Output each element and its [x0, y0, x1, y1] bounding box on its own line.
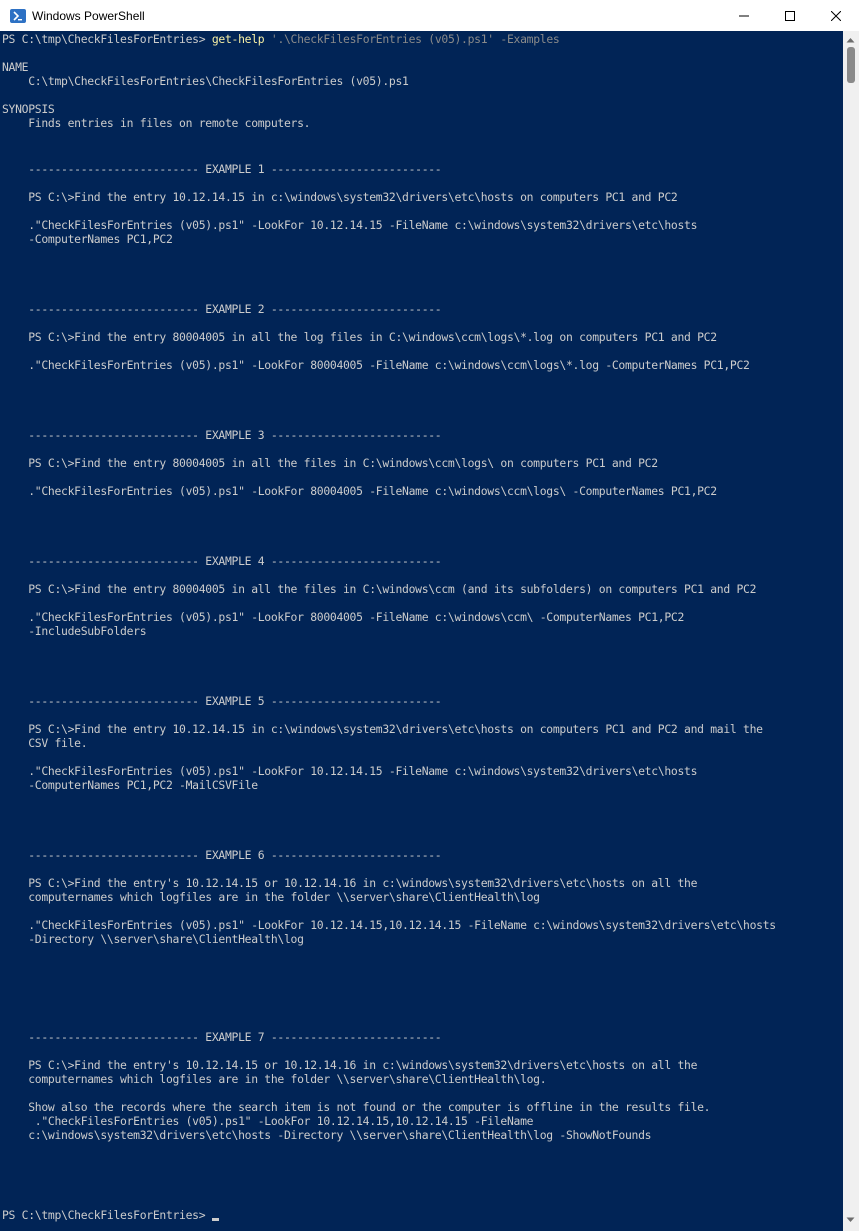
name-header: NAME: [2, 60, 29, 74]
output-line: ."CheckFilesForEntries (v05).ps1" -LookFor 80004005 -FileName c:\windows\ccm\logs\ -ComputerNames PC1,PC2: [2, 484, 717, 498]
output-line: CSV file.: [2, 736, 88, 750]
synopsis-value: Finds entries in files on remote computers.: [2, 116, 311, 130]
output-line: ."CheckFilesForEntries (v05).ps1" -LookFor 80004005 -FileName c:\windows\ccm\logs\*.log -ComputerNames PC1,PC2: [2, 358, 750, 372]
name-value: C:\tmp\CheckFilesForEntries\CheckFilesForEntries (v05).ps1: [2, 74, 409, 88]
output-line: PS C:\>Find the entry 10.12.14.15 in c:\windows\system32\drivers\etc\hosts on computers PC1 and PC2: [2, 190, 678, 204]
output-line: c:\windows\system32\drivers\etc\hosts -Directory \\server\share\ClientHealth\log -ShowNotFounds: [2, 1128, 652, 1142]
console-output[interactable]: [0, 31, 843, 1231]
output-line: PS C:\>Find the entry 10.12.14.15 in c:\windows\system32\drivers\etc\hosts on computers PC1 and PC2 and mail the: [2, 722, 763, 736]
output-line: -------------------------- EXAMPLE 1 --------------------------: [2, 162, 442, 176]
scroll-down-icon[interactable]: [846, 1217, 855, 1223]
output-line: -ComputerNames PC1,PC2: [2, 232, 173, 246]
final-prompt: PS C:\tmp\CheckFilesForEntries>: [2, 1208, 212, 1222]
prompt-path: PS C:\tmp\CheckFilesForEntries>: [2, 32, 212, 46]
output-line: -------------------------- EXAMPLE 7 --------------------------: [2, 1030, 442, 1044]
output-line: -------------------------- EXAMPLE 2 --------------------------: [2, 302, 442, 316]
command-line: [2, 32, 559, 46]
output-line: ."CheckFilesForEntries (v05).ps1" -LookFor 10.12.14.15 -FileName c:\windows\system32\drivers\etc\hosts: [2, 764, 698, 778]
output-line: PS C:\>Find the entry 80004005 in all the files in C:\windows\ccm\logs\ on computers PC1 and PC2: [2, 456, 658, 470]
output-line: -Directory \\server\share\ClientHealth\log: [2, 932, 304, 946]
text-cursor: [212, 1218, 219, 1221]
scroll-up-icon[interactable]: [846, 37, 855, 43]
scroll-thumb[interactable]: [847, 47, 855, 83]
title-bar[interactable]: [0, 0, 859, 31]
output-line: ."CheckFilesForEntries (v05).ps1" -LookFor 10.12.14.15 -FileName c:\windows\system32\drivers\etc\hosts: [2, 218, 698, 232]
output-line: PS C:\>Find the entry 80004005 in all the files in C:\windows\ccm (and its subfolders) on computers PC1 and PC2: [2, 582, 757, 596]
final-prompt-line[interactable]: [2, 1208, 219, 1222]
output-line: ."CheckFilesForEntries (v05).ps1" -LookFor 10.12.14.15,10.12.14.15 -FileName c:\windows\system32\drivers\etc\hosts: [2, 918, 776, 932]
output-line: computernames which logfiles are in the folder \\server\share\ClientHealth\log: [2, 890, 540, 904]
output-line: ."CheckFilesForEntries (v05).ps1" -LookFor 10.12.14.15,10.12.14.15 -FileName: [2, 1114, 534, 1128]
output-line: PS C:\>Find the entry 80004005 in all the log files in C:\windows\ccm\logs\*.log on computers PC1 and PC2: [2, 330, 717, 344]
maximize-button[interactable]: [767, 0, 813, 31]
output-line: computernames which logfiles are in the folder \\server\share\ClientHealth\log.: [2, 1072, 547, 1086]
output-line: -------------------------- EXAMPLE 5 --------------------------: [2, 694, 442, 708]
minimize-button[interactable]: [721, 0, 767, 31]
vertical-scrollbar[interactable]: [843, 31, 859, 1231]
powershell-icon: [10, 9, 26, 23]
output-line: Show also the records where the search item is not found or the computer is offline in the results file.: [2, 1100, 711, 1114]
output-line: PS C:\>Find the entry's 10.12.14.15 or 10.12.14.16 in c:\windows\system32\drivers\etc\hosts on all the: [2, 1058, 698, 1072]
command-argument: '.\CheckFilesForEntries (v05).ps1': [264, 32, 494, 46]
output-line: -ComputerNames PC1,PC2 -MailCSVFile: [2, 778, 258, 792]
output-line: ."CheckFilesForEntries (v05).ps1" -LookFor 80004005 -FileName c:\windows\ccm\ -ComputerNames PC1,PC2: [2, 610, 685, 624]
command-name: get-help: [211, 32, 265, 46]
output-line: -IncludeSubFolders: [2, 624, 147, 638]
command-parameter: -Examples: [493, 32, 560, 46]
output-line: -------------------------- EXAMPLE 3 --------------------------: [2, 428, 442, 442]
minimize-icon: [739, 11, 749, 21]
close-button[interactable]: [813, 0, 859, 31]
synopsis-header: SYNOPSIS: [2, 102, 55, 116]
close-icon: [831, 11, 841, 21]
window-title: Windows PowerShell: [32, 8, 145, 23]
output-line: -------------------------- EXAMPLE 6 --------------------------: [2, 848, 442, 862]
maximize-icon: [785, 11, 795, 21]
output-line: -------------------------- EXAMPLE 4 --------------------------: [2, 554, 442, 568]
output-line: PS C:\>Find the entry's 10.12.14.15 or 10.12.14.16 in c:\windows\system32\drivers\etc\hosts on all the: [2, 876, 698, 890]
